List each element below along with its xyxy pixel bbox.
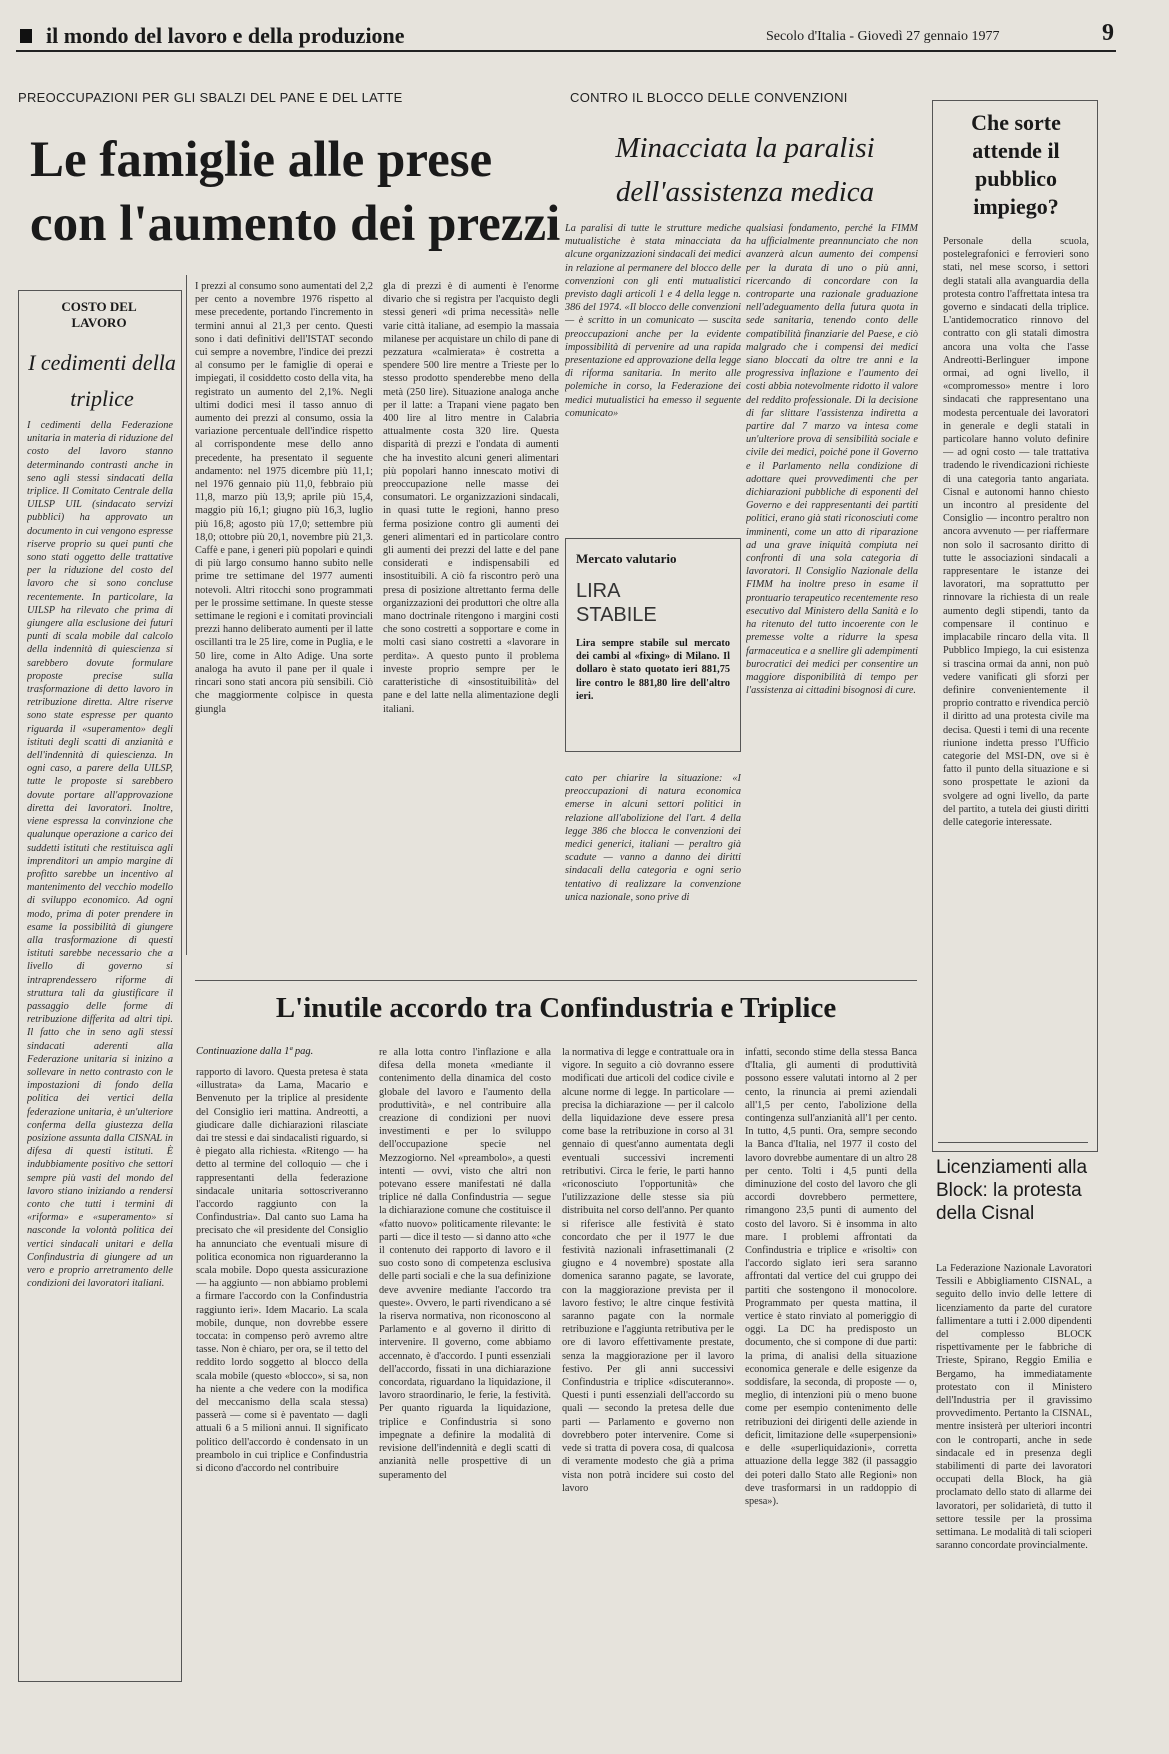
accordo-column-2: re alla lotta contro l'inflazione e alla difesa della moneta «mediante il contenimento della dinamica del costo globale del lavoro e l'aumento della produttività», e nel contribuire alla creazione di condizioni per nuovi investimenti e per lo sviluppo dell'occupazione specie nel Mezzogiorno. Nel «preambolo», a questi intenti — ovvi, visto che altri non potevano essere manifestati né dalla triplice né dalla Confindustria — segue la dichiarazione comune che costituisce il «fatto nuovo» politicamente rilevante: le parti — dice il testo — si danno atto «che il contenuto dei rapporto di lavoro e il suo costo sono di competenza esclusiva delle parti sociali e che la sua definizione deve avvenire mediante l'accordo tra queste». Ovvero, le parti rivendicano a sé la riserva normativa, non riconoscono al Parlamento e al governo il diritto di intervenire. Il governo, come abbiamo accennato, è d'accordo. I punti essenziali dell'accordo, fissati in una dichiarazione concordata, riguardano la liquidazione, il lavoro straordinario, le ferie, la festività. Per quanto riguarda la liquidazione, triplice e Confindustria si sono impegnate a definire la modalità di revisione dell'indennità e degli scatti di anzianità nelle prospettive di un superamento del bbox=[379, 1047, 551, 1481]
medical-column-1: La paralisi di tutte le strutture mediche mutualistiche è stata minacciata da alcune organizzazioni sindacali dei medici in relazione al permanere del blocco delle convenzioni con gli enti mutualistici previsto dagli articoli 1 e 4 della legge n. 386 del 1974. «Il blocco delle convenzioni — è scritto in un comunicato — suscita preoccupazioni anche per la evidente impossibilità di pervenire ad una rapida presentazione ed approvazione della legge di riforma sanitaria. In merito alle polemiche in corso, la Federazione dei medici mutualistici ha emesso il seguente comunicato» bbox=[565, 223, 741, 419]
impiego-headline: Che sorte attende il pubblico impiego? bbox=[971, 110, 1061, 219]
market-headline: LIRA STABILE bbox=[576, 580, 657, 626]
medical-headline: Minacciata la paralisi dell'assistenza medica bbox=[615, 132, 875, 208]
page-number: 9 bbox=[1102, 20, 1114, 46]
prices-kicker: PREOCCUPAZIONI PER GLI SBALZI DEL PANE E DEL LATTE bbox=[18, 90, 403, 105]
prices-column-1: I prezzi al consumo sono aumentati del 2,2 per cento a novembre 1976 rispetto al mese precedente, portando l'incremento in termini annui al 21,3 per cento. Questi sono i dati definitivi dell'ISTAT secondo cui sempre a novembre, l'indice dei prezzi al consumo per le famiglie di operai e impiegati, il cosiddetto costo della vita, ha registrato un aumento del 2,1%. Negli ultimi dodici mesi il tasso annuo di aumento dei prezzi al consumo, ossia la variazione percentuale dell'indice rispetto al corrispondente mese dello anno precedente, ha presentato il seguente andamento: nel 1975 dicembre più 11,1; nel 1976 gennaio più 11,0, febbraio più 11,8, marzo più 13,9; aprile più 15,4, maggio più 16,1; giugno più 16,3, luglio più 16,8; agosto più 17,0; settembre più 18,0; ottobre più 20,1, novembre più 21,3. Caffè e pane, i generi più popolari e quindi di più largo consumo hanno subito nelle prime tre settimane del 1977 aumenti notevoli. Altri ritocchi sono programmati per le prossime settimane. In queste stesse settimane le regioni e i comitati provinciali prezzi hanno deliberato aumenti per il latte oscillanti tra le 25 lire, come in Puglia, e le 50 lire, come in Alto Adige. Una sorte analoga ha avuto il pane per il quale i rincari sono stati ancora più sensibili. Ciò che maggiormente colpisce in questa giungla bbox=[195, 281, 373, 715]
market-box bbox=[565, 538, 741, 752]
costo-kicker: COSTO DEL LAVORO bbox=[61, 299, 137, 330]
section-marker bbox=[20, 29, 32, 43]
medical-kicker: CONTRO IL BLOCCO DELLE CONVENZIONI bbox=[570, 90, 848, 105]
impiego-body: Personale della scuola, postelegrafonici e ferrovieri sono stati, nel mese scorso, i settori degli statali alla avanguardia della protesta contro l'affrettata intesa tra governo e sindacati della triplice. L'antidemocratico rinnovo del contratto con gli statali dimostra ancora una volta che l'asse Andreotti-Berlinguer impone ormai, ad ogni livello, il «compromesso» mentre i loro sindacati che rappresentano una modesta percentuale dei lavoratori in generale e degli statali in particolare hanno voluto definire — ad ogni costo — tale trattativa tradendo le rivendicazioni richieste di una categoria tanto angariata. Cisnal e autonomi hanno chiesto un incontro al presidente del Consiglio — incontro peraltro non ancora avvenuto — per riaffermare non solo il sacrosanto diritto di tutte le associazioni sindacali a rappresentare le istanze dei lavoratori, ma soprattutto per rinnovare la richiesta di un reale aumento degli stipendi, tanto da compensare il continuo e implacabile rincaro della vita. Il Pubblico Impiego, la cui esistenza si trascina ormai da anni, non può vedere vanificati gli sforzi per definire convenientemente il proprio contratto e rivendica perciò il diritto ad una protesta civile ma decisa. Questi i temi di una recente riunione indetta presso l'Ufficio categorie del MSI-DN, ove si è fatto il punto della situazione e si sono prospettate le azioni da svolgere ad ogni livello, da parte del partito, a tutela dei giusti diritti delle categorie interessate. bbox=[943, 236, 1089, 828]
medical-column-1b: cato per chiarire la situazione: «I preoccupazioni di natura economica emerse in alcuni settori politici in relazione all'abolizione del l'art. 4 della legge 386 che blocca le convenzioni dei medici generici, italiani — peraltro già scadute — vanno a danno dei diritti sindacali della categoria e ogni serio tentativo di realizzare la convenzione unica nazionale, sono prive di bbox=[565, 773, 741, 903]
dateline: Secolo d'Italia - Giovedì 27 gennaio 1977 bbox=[766, 29, 1000, 44]
costo-headline: I cedimenti della triplice bbox=[28, 350, 176, 411]
costo-body: I cedimenti della Federazione unitaria in materia di riduzione del costo del lavoro stanno determinando contrasti anche in seno agli stessi sindacati della triplice. Il Comitato Centrale della UILSP UIL (sindacato servizi pubblici) ha approvato un documento in cui vengono espresse riserve proprio su quei punti che sono stati oggetto delle trattative per la riduzione del costo del lavoro che si sono concluse recentemente. In particolare, la UILSP ha rilevato che prima di giungere alla esclusione dei futuri punti di scala mobile dal calcolo della indennità di quiescienza si sarebbero dovute formulare proposte precise sulla trasformazione di detto lavoro in retribuzione diretta. Altre riserve sono state espresse per quanto riguarda il «superamento» degli istituti degli scatti di anzianità e dell'indennità di quiescienza. In ogni caso, a parere della UILSP, tutte le proposte si sarebbero dovute portare all'approvazione diretta dei lavoratori. Inoltre, viene espressa la convinzione che qualunque operazione a carico dei suddetti istituti che restituisca agli imprenditori un ampio margine di profitto sarebbe un incentivo al mantenimento del vecchio modello di sviluppo economico. Ad ogni modo, prima di poter prendere in esame la possibilità di giungere alla trasformazione di questi istituti sarebbe necessario che a livello di governo si intraprendessero riforme di struttura tali da giustificare il passaggio delle forme di retribuzione differita ad altri tipi. Il fatto che in seno agli stessi sindacati aderenti alla Federazione unitaria si inizino a sollevare in netto contrasto con le impostazioni di fondo della politica dei vertici della federazione unitaria, è un'ulteriore conferma della giustezza della posizione assunta dalla CISNAL in difesa di questi istituti. È indubbiamente positivo che settori sempre più vasti del mondo del lavoro stiano iniziando a rendersi conto che tutti i termini di «riforma» e «superamento» si nasconde la volontà politica dei vertici sindacali unitari e della Confindustria di giungere ad un vero e proprio arretramento delle condizioni dei lavoratori italiani. bbox=[27, 420, 173, 1290]
market-body: Lira sempre stabile sul mercato dei cambi al «fixing» di Milano. Il dollaro è stato quotato ieri 881,75 lire contro le 881,80 lire dell'altro ieri. bbox=[576, 638, 730, 702]
costo-sidebar bbox=[18, 290, 182, 1682]
medical-column-2: qualsiasi fondamento, perché la FIMM ha ufficialmente preannunciato che non avanzerà alcun aumento dei compensi per la durata di uno o più anni, ricercando di concordare con la controparte una razionale graduazione nell'adeguamento della futura quota in sede sanitaria, tenendo conto delle compatibilità finanziarie del Paese, e ciò malgrado che i compensi dei medici siano bloccati da oltre tre anni e la progressiva inflazione e l'aumento dei costi abbia notevolmente ridotto il valore del reddito professionale. Di la decisione di far slittare l'assistenza indiretta a partire dal 7 marzo va intesa come un'ulteriore prova di sensibilità sociale e civile dei medici, poiché pone il Governo e il Parlamento nella condizione di adottare quei provvedimenti che per dichiarazioni pubbliche di esponenti del Governo e dei rappresentanti dei partiti politici, erano già stati riconosciuti come imminenti, come un atto di riparazione ad una grave iniquità compiuta nei confronti di una sola categoria di lavoratori. Il Consiglio Nazionale della FIMM ha inoltre preso in esame il prontuario terapeutico recentemente reso esecutivo dal Ministero della Sanità e lo ha ritenuto del tutto incoerente con le premesse volte a ridurre la spesa farmaceutica e a snellire gli adempimenti burocratici dei medici per consentire un maggiore disponibilità di tempo per l'assistenza ai cittadini bisognosi di cure. bbox=[746, 223, 918, 697]
prices-column-2: gla di prezzi è di aumenti è l'enorme divario che si registra per l'acquisto degli stessi generi «di prima necessità» nelle varie città italiane, ad esempio la massaia milanese per acquistare un chilo di pane di pezzatura «calmierata» è costretta a spendere 500 lire mentre a Trieste per lo stesso prodotto spenderebbe meno della metà (250 lire). Situazione analoga anche per il latte: a Trapani viene pagato ben 400 lire al litro mentre in Calabria attualmente costa 320 lire. Questa disparità di prezzi e l'ondata di aumenti che ha investito alcuni generi alimentari più popolari hanno innescato motivi di preoccupazione nelle masse dei consumatori. Le organizzazioni sindacali, in quasi tutte le regioni, hanno preso ferma posizione contro gli aumenti dei generi alimentari ed in particolare contro gli aumenti dei prezzi del latte e del pane considerati e indispensabili ed insostituibili. A ciò fa riscontro però una presa di posizione altrettanto ferma delle organizzazioni dei produttori che oltre alla mano doctrinale ritengono i margini costi che sono costretti a sopportare e come in molti casi siano costretti a «lavorare in perdita». A questo punto il problema investe proprio sempre per le caratteristiche di «insostituibilità» del pane e del latte nella alimentazione degli italiani. bbox=[383, 281, 559, 715]
accordo-headline: L'inutile accordo tra Confindustria e Triplice bbox=[275, 992, 837, 1024]
prices-headline: Le famiglie alle prese con l'aumento dei prezzi bbox=[30, 132, 561, 252]
section-title: il mondo del lavoro e della produzione bbox=[46, 23, 405, 48]
masthead bbox=[16, 20, 1116, 52]
accordo-top-rule bbox=[195, 980, 917, 981]
accordo-column-3: la normativa di legge e contrattuale ora in vigore. In seguito a ciò dovranno essere modificati due articoli del codice civile e alcune norme di legge. In particolare — precisa la dichiarazione — per il calcolo della liquidazione deve essere presa come base la retribuzione in corso al 31 gennaio di quest'anno aumentata degli eventuali successivi incrementi retributivi. Circa le ferie, le parti hanno «riconosciuto l'opportunità» che l'utilizzazione delle stesse sia più distribuita nel corso dell'anno. Per quanto si riferisce alle festività è stato concordato che per il 1977 le due festività nazionali infrasettimanali (2 giugno e 4 novembre) spostate alla domenica saranno pagate, se lavorate, con la maggiorazione prevista per il lavoro festivo; le altre cinque festività saranno pagate con la normale retribuzione e l'aggiunta retributiva per le ore di lavoro effettivamente prestate, senza la maggiorazione per il lavoro festivo. Per gli anni successivi Confindustria e triplice «discuteranno». Questi i punti essenziali dell'accordo su quali — secondo la pretesa delle due parti — Parlamento e governo non dovrebbero poter intervenire. Come si vede si tratta di povera cosa, di qualcosa di veramente modesto che già a prima vista non potrà incidere sui costo del lavoro bbox=[562, 1047, 734, 1494]
market-title: Mercato valutario bbox=[576, 551, 677, 566]
block-headline: Licenziamenti alla Block: la protesta della Cisnal bbox=[936, 1157, 1088, 1224]
accordo-column-4: infatti, secondo stime della stessa Banca d'Italia, gli aumenti di produttività possono essere valutati intorno al 2 per cento, la rinuncia ai premi aziendali all'1,5 per cento, l'abolizione della contingenza sull'anzianità all'1 per cento. In tutto, 4,5 punti. Ora, sempre secondo la Banca d'Italia, nel 1977 il costo del lavoro dovrebbe aumentare di un altro 28 per cento. Tolti i 4,5 punti della diminuzione del costo del lavoro che gli accordi dovrebbero permettere, rimangono 23,5 punti di aumento del costo del lavoro. Si è insomma in alto mare. I problemi affrontati da Confindustria e triplice e «risolti» con l'accordo siglato ieri sera saranno affrontati dal vertice del cui gruppo dei partiti che sostengono il monocolore. Programmato per questa mattina, il vertice è stato rinviato al pomeriggio di oggi. La DC ha predisposto un documento, che si compone di due parti: la prima, di analisi della situazione economica generale e delle esigenze da soddisfare, la seconda, di proposte — o, meglio, di intenzioni più o meno buone come per esempio contenimento delle retribuzioni dei dirigenti delle aziende in deficit, limitazione delle «superpensioni» e delle «superliquidazioni», corretta attuazione della legge 382 (il passaggio dei poteri dallo Stato alle Regioni» non deve trasformarsi in un raddoppio di spesa»). bbox=[745, 1047, 917, 1507]
accordo-continuation: Continuazione dalla 1ª pag. bbox=[196, 1046, 314, 1057]
accordo-column-1: rapporto di lavoro. Questa pretesa è stata «illustrata» da Lama, Macario e Benvenuto per la triplice al presidente del Consiglio ieri mattina. Andreotti, a giudicare dalle dichiarazioni rilasciate dai tre stessi e dai sindacalisti riguardo, si è piegato alla richiesta. «Ritengo — ha detto al termine del colloquio — che i rappresentanti della federazione sindacale unitaria sottoscriveranno l'accordo raggiunto con la Confindustria». Dal canto suo Lama ha precisato che «il presidente del Consiglio ha annunciato che eventuali misure di politica economica non riguarderanno la scala mobile. Dopo questa assicurazione — ha aggiunto — non abbiamo problemi a firmare l'accordo con la Confindustria raggiunto ieri». Idem Macario. La scala mobile, dunque, non dovrebbe essere toccata: in compenso però avremo altre tasse. Non è chiaro, per ora, se il tetto del reddito lordo soggetto al blocco della scala mobile (questo «blocco», si sa, non ha niente a che vedere con la modifica del meccanismo della scala stessa) passerà — come si è paventato — dagli attuali 6 a 5 milioni annui. Il significato politico dell'accordo è condensato in un preambolo in cui triplice e Confindustria si dicono d'accordo nel contribuire bbox=[196, 1067, 368, 1475]
block-body: La Federazione Nazionale Lavoratori Tessili e Abbigliamento CISNAL, a seguito dello invio delle lettere di licenziamento da parte del curatore fallimentare a tutti i 2.000 dipendenti del complesso BLOCK rispettivamente per le fabbriche di Trieste, Spirano, Reggio Emilia e Bergamo, ha immediatamente protestato con il Ministero dell'Industria per il gravissimo provvedimento. Pertanto la CISNAL, mentre insisterà per ulteriori incontri con le controparti, anche in sede sindacale ed in presenza degli stabilimenti di parte dei lavoratori occupati della Block, ha già proclamato dello stato di allarme dei lavoratori, per solidarietà, di tutto il settore tessile per la prossima settimana. Le modalità di tali scioperi saranno concordate provincialmente. bbox=[936, 1263, 1092, 1552]
block-divider bbox=[938, 1142, 1088, 1143]
impiego-sidebar bbox=[932, 100, 1098, 1152]
column-rule bbox=[186, 275, 187, 955]
